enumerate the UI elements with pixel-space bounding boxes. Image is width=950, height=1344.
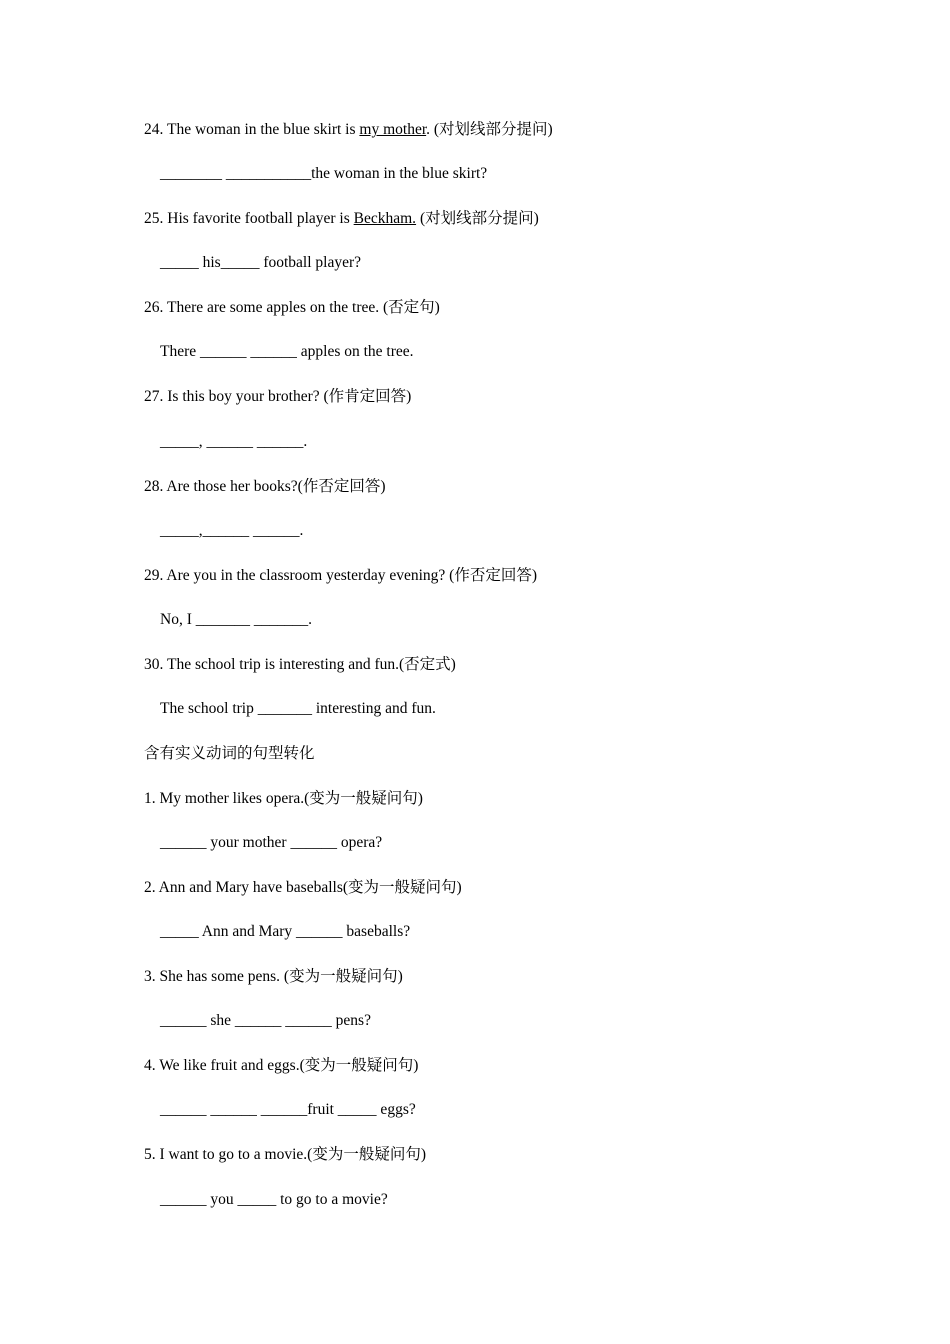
answer-25: _____ his_____ football player? [160,254,362,271]
question-5: 5. I want to go to a movie.(变为一般疑问句) [144,1146,426,1163]
question-2: 2. Ann and Mary have baseballs(变为一般疑问句) [144,879,462,896]
question-3: 3. She has some pens. (变为一般疑问句) [144,968,403,985]
question-instruction: (对划线部分提问) [416,210,539,227]
answer-28: _____,______ ______. [160,522,304,539]
question-30: 30. The school trip is interesting and fun.(否定式) [144,656,456,673]
question-24 [144,120,553,140]
question-text: 25. His favorite football player is [144,210,354,227]
question-28: 28. Are those her books?(作否定回答) [144,478,386,495]
answer-29: No, I _______ _______. [160,611,312,628]
answer-27: _____, ______ ______. [160,433,308,450]
answer-4: ______ ______ ______fruit _____ eggs? [160,1101,416,1118]
question-instruction: . (对划线部分提问) [426,121,553,138]
question-4: 4. We like fruit and eggs.(变为一般疑问句) [144,1057,419,1074]
answer-24: ________ ___________the woman in the blue skirt? [160,165,488,182]
question-26: 26. There are some apples on the tree. (否定句) [144,299,440,316]
answer-2: _____ Ann and Mary ______ baseballs? [160,923,411,940]
section-heading: 含有实义动词的句型转化 [144,745,315,762]
question-text: 24. The woman in the blue skirt is [144,121,360,138]
question-29: 29. Are you in the classroom yesterday evening? (作否定回答) [144,567,538,584]
question-25 [144,209,539,229]
answer-26: There ______ ______ apples on the tree. [160,343,414,360]
question-1: 1. My mother likes opera.(变为一般疑问句) [144,790,423,807]
answer-30: The school trip _______ interesting and fun. [160,700,436,717]
answer-5: ______ you _____ to go to a movie? [160,1191,388,1208]
underlined-phrase: my mother [359,121,427,138]
answer-3: ______ she ______ ______ pens? [160,1012,371,1029]
question-27: 27. Is this boy your brother? (作肯定回答) [144,388,412,405]
underlined-phrase: Beckham. [353,210,417,227]
answer-1: ______ your mother ______ opera? [160,834,383,851]
